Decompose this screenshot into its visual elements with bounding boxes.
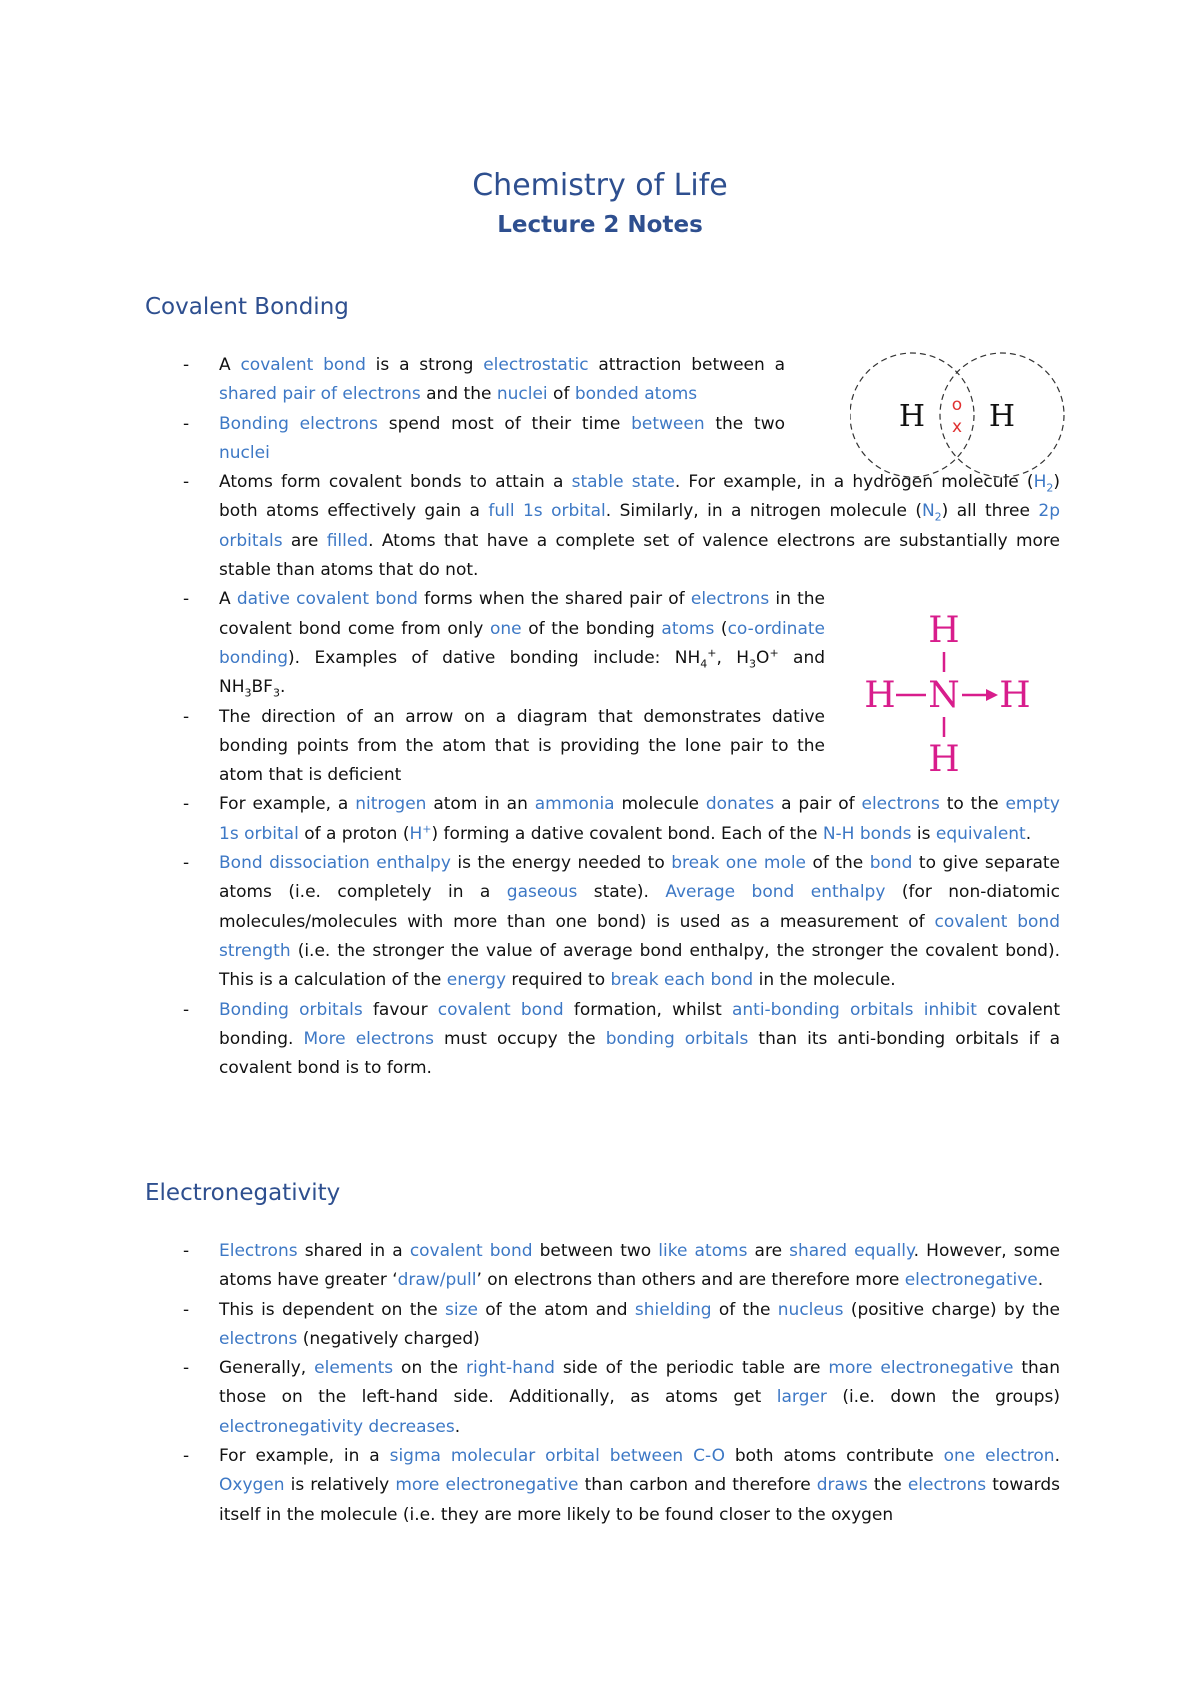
keyword-text: Bonding electrons xyxy=(219,413,378,434)
body-text: Generally, xyxy=(219,1358,315,1379)
keyword-text: H xyxy=(409,823,423,844)
bullet-item xyxy=(145,585,825,702)
keyword-text: between xyxy=(631,413,705,434)
keyword-text: break each bond xyxy=(610,970,754,991)
body-text: . Atoms that have a complete set of valence electrons are substantially more stable than atoms that do not. xyxy=(219,530,1060,581)
bullet-item xyxy=(145,1354,1060,1442)
keyword-text: like atoms xyxy=(658,1241,748,1261)
body-text: molecule xyxy=(614,794,706,815)
bullet-item xyxy=(145,1296,1060,1355)
keyword-text: 2p orbitals xyxy=(219,501,1060,551)
keyword-text: shared pair of electrons xyxy=(219,384,421,405)
body-text: + xyxy=(707,646,717,660)
keyword-text: bonding orbitals xyxy=(605,1028,749,1049)
keyword-text: more electronegative xyxy=(395,1475,579,1496)
electron-cross-mark: x xyxy=(951,417,963,437)
keyword-text: Bonding orbitals xyxy=(219,999,363,1020)
keyword-text: covalent bond xyxy=(437,999,564,1020)
body-text: ’ on electrons than others and are therefore more xyxy=(476,1270,905,1291)
body-text: a pair of xyxy=(774,794,862,815)
bullet-item xyxy=(145,996,1060,1084)
body-text: side of the periodic table are xyxy=(554,1358,829,1379)
body-text: atom in an xyxy=(426,794,535,815)
hydrogen-molecule-diagram xyxy=(850,350,1065,480)
keyword-text: electrons xyxy=(861,794,940,815)
body-text: is xyxy=(911,823,936,844)
body-text: . xyxy=(1025,823,1032,844)
body-text: . xyxy=(454,1416,461,1437)
body-text: and the xyxy=(420,384,497,405)
keyword-text: nucleus xyxy=(777,1299,844,1320)
body-text: of the xyxy=(806,853,870,874)
page-title: Chemistry of Life xyxy=(472,168,728,203)
keyword-text: dative covalent bond xyxy=(236,589,418,610)
body-text: the xyxy=(867,1475,908,1496)
dative-arrow-head-icon xyxy=(986,689,998,701)
body-text: . However, some atoms have greater ‘ xyxy=(219,1241,1061,1291)
body-text: (i.e. the stronger the value of average bond enthalpy, the stronger the covalent bond). This is a calculation of the xyxy=(219,940,1060,991)
keyword-text: covalent bond strength xyxy=(219,911,1060,961)
body-text: ( xyxy=(714,618,728,639)
body-text: shared in a xyxy=(297,1241,410,1261)
keyword-text: Bond dissociation enthalpy xyxy=(219,853,451,874)
body-text: . xyxy=(1037,1270,1044,1291)
body-text: Atoms form covalent bonds to attain a xyxy=(219,472,572,493)
body-text: (for non-diatomic molecules/molecules with more than one bond) is used as a measurement of xyxy=(219,882,1060,932)
body-text: favour xyxy=(362,999,438,1020)
keyword-text: stable state xyxy=(571,472,675,493)
body-text: are xyxy=(282,530,327,551)
body-text: the two xyxy=(704,413,785,434)
left-hydrogen-label: H xyxy=(898,399,926,434)
bullet-item xyxy=(145,703,825,791)
body-text: between two xyxy=(532,1241,659,1261)
keyword-text: filled xyxy=(326,530,369,551)
body-text: of the atom and xyxy=(477,1299,635,1320)
keyword-text: gaseous xyxy=(506,882,578,903)
keyword-text: Electrons xyxy=(219,1241,298,1261)
keyword-text: bond xyxy=(869,853,913,874)
body-text: both atoms contribute xyxy=(724,1446,944,1467)
body-text: than its anti-bonding orbitals if a covalent bond is to form. xyxy=(219,1028,1060,1079)
body-text: attraction between a xyxy=(588,355,785,375)
top-hydrogen-label: H xyxy=(928,610,960,651)
body-text: O xyxy=(756,647,770,668)
body-text: This is dependent on the xyxy=(219,1299,445,1320)
body-text: ). Examples of dative bonding include: NH xyxy=(288,647,701,668)
body-text: The direction of an arrow on a diagram that demonstrates dative bonding points from the atom that is providing the lone pair to the atom that is deficient xyxy=(219,706,825,786)
body-text: than those on the left-hand side. Additionally, as atoms get xyxy=(219,1358,1061,1408)
keyword-text: electrostatic xyxy=(483,355,589,375)
keyword-text: elements xyxy=(314,1358,394,1379)
body-text: must occupy the xyxy=(434,1028,606,1049)
keyword-text: shielding xyxy=(634,1299,712,1320)
keyword-text: draw/pull xyxy=(397,1270,477,1291)
keyword-text: covalent bond xyxy=(240,355,366,375)
keyword-text: nuclei xyxy=(219,442,270,463)
keyword-text: equivalent xyxy=(935,823,1026,844)
ammonium-dative-bond-diagram xyxy=(860,605,1040,775)
electron-dot-mark: o xyxy=(951,395,963,415)
body-text: required to xyxy=(506,970,611,991)
keyword-text: sigma molecular orbital between C-O xyxy=(389,1446,725,1467)
keyword-text: draws xyxy=(816,1475,868,1496)
keyword-text: More electrons xyxy=(303,1028,434,1049)
body-text: covalent bonding. xyxy=(219,999,1060,1049)
keyword-text: size xyxy=(444,1299,478,1320)
bullet-item xyxy=(145,1442,1060,1530)
left-hydrogen-label: H xyxy=(864,675,896,716)
keyword-text: atoms xyxy=(661,618,715,639)
keyword-text: N xyxy=(921,501,935,522)
bullet-item xyxy=(145,790,1060,849)
body-text: ) forming a dative covalent bond. Each of the xyxy=(431,823,823,844)
keyword-text: more electronegative xyxy=(828,1358,1014,1379)
body-text: than carbon and therefore xyxy=(578,1475,817,1496)
body-text: (positive charge) by the xyxy=(843,1299,1060,1320)
keyword-text: H xyxy=(1033,472,1047,493)
body-text: in the covalent bond come from only xyxy=(219,589,825,639)
body-text: to the xyxy=(939,794,1006,815)
body-text: of the bonding xyxy=(521,618,662,639)
body-text: and NH xyxy=(219,647,826,698)
keyword-text: electrons xyxy=(690,589,770,610)
body-text: . xyxy=(279,677,286,698)
body-text: to give separate atoms (i.e. completely in a xyxy=(219,853,1060,903)
body-text: For example, a xyxy=(219,794,356,815)
body-text: (negatively charged) xyxy=(297,1328,480,1349)
page-subtitle: Lecture 2 Notes xyxy=(497,212,703,238)
electronegativity-list xyxy=(145,1237,1060,1530)
nitrogen-label: N xyxy=(928,675,960,716)
keyword-text: one xyxy=(489,618,522,639)
keyword-text: right-hand xyxy=(466,1358,555,1379)
keyword-text: full 1s orbital xyxy=(488,501,606,522)
keyword-text: empty 1s orbital xyxy=(219,794,1060,844)
body-text: is the energy needed to xyxy=(450,853,672,874)
body-text: formation, whilst xyxy=(563,999,732,1020)
right-hydrogen-label: H xyxy=(999,675,1031,716)
keyword-text: 2 xyxy=(1046,481,1054,495)
body-text: A xyxy=(219,355,241,375)
keyword-text: larger xyxy=(776,1387,827,1408)
keyword-text: bonded atoms xyxy=(574,384,698,405)
body-text: BF xyxy=(251,677,273,698)
body-text: 3 xyxy=(272,686,280,700)
bullet-item xyxy=(145,849,1060,995)
keyword-text: nitrogen xyxy=(355,794,427,815)
body-text: (i.e. down the groups) xyxy=(826,1387,1060,1408)
section-heading-covalent-bonding: Covalent Bonding xyxy=(145,294,349,320)
keyword-text: nuclei xyxy=(496,384,548,405)
body-text: is a strong xyxy=(365,355,484,375)
keyword-text: Average bond enthalpy xyxy=(665,882,886,903)
keyword-text: break one mole xyxy=(671,853,807,874)
keyword-text: co-ordinate bonding xyxy=(219,618,825,668)
body-text: ) all three xyxy=(941,501,1039,522)
body-text: state). xyxy=(577,882,666,903)
bullet-item xyxy=(145,468,1060,585)
bottom-hydrogen-label: H xyxy=(928,739,960,775)
body-text: of a proton ( xyxy=(298,823,410,844)
keyword-text: electronegative xyxy=(904,1270,1038,1291)
body-text: are xyxy=(747,1241,790,1261)
body-text: 3 xyxy=(244,686,252,700)
right-hydrogen-label: H xyxy=(988,399,1016,434)
bullet-item xyxy=(145,410,785,469)
body-text: + xyxy=(769,646,779,660)
body-text: in the molecule. xyxy=(753,970,896,991)
keyword-text: ammonia xyxy=(534,794,615,815)
body-text: . Similarly, in a nitrogen molecule ( xyxy=(605,501,922,522)
body-text: 4 xyxy=(700,657,708,671)
body-text: For example, in a xyxy=(219,1446,390,1467)
keyword-text: electrons xyxy=(907,1475,987,1496)
keyword-text: shared equally xyxy=(789,1241,914,1261)
keyword-text: Oxygen xyxy=(219,1475,285,1496)
body-text: of xyxy=(547,384,575,405)
keyword-text: electronegativity decreases xyxy=(219,1416,455,1437)
keyword-text: donates xyxy=(705,794,775,815)
bullet-item xyxy=(145,351,785,410)
bullet-item xyxy=(145,1237,1060,1296)
body-text: , H xyxy=(716,647,750,668)
body-text: . xyxy=(1054,1446,1060,1467)
keyword-text: 2 xyxy=(934,510,942,524)
keyword-text: + xyxy=(422,822,432,836)
body-text: towards itself in the molecule (i.e. they are more likely to be found closer to the oxygen xyxy=(219,1475,1060,1525)
body-text: is relatively xyxy=(284,1475,396,1496)
keyword-text: one electron xyxy=(943,1446,1055,1467)
keyword-text: N-H bonds xyxy=(822,823,912,844)
body-text: 3 xyxy=(749,657,757,671)
body-text: A xyxy=(219,589,237,610)
body-text: forms when the shared pair of xyxy=(417,589,691,610)
body-text: of the xyxy=(711,1299,778,1320)
keyword-text: electrons xyxy=(219,1328,298,1349)
keyword-text: energy xyxy=(446,970,506,991)
section-heading-electronegativity: Electronegativity xyxy=(145,1180,341,1206)
keyword-text: covalent bond xyxy=(409,1241,533,1261)
body-text: . For example, in a hydrogen molecule ( xyxy=(674,472,1034,493)
keyword-text: anti-bonding orbitals inhibit xyxy=(731,999,977,1020)
body-text: spend most of their time xyxy=(377,413,632,434)
body-text: on the xyxy=(393,1358,467,1379)
body-text: ) both atoms effectively gain a xyxy=(219,472,1060,522)
